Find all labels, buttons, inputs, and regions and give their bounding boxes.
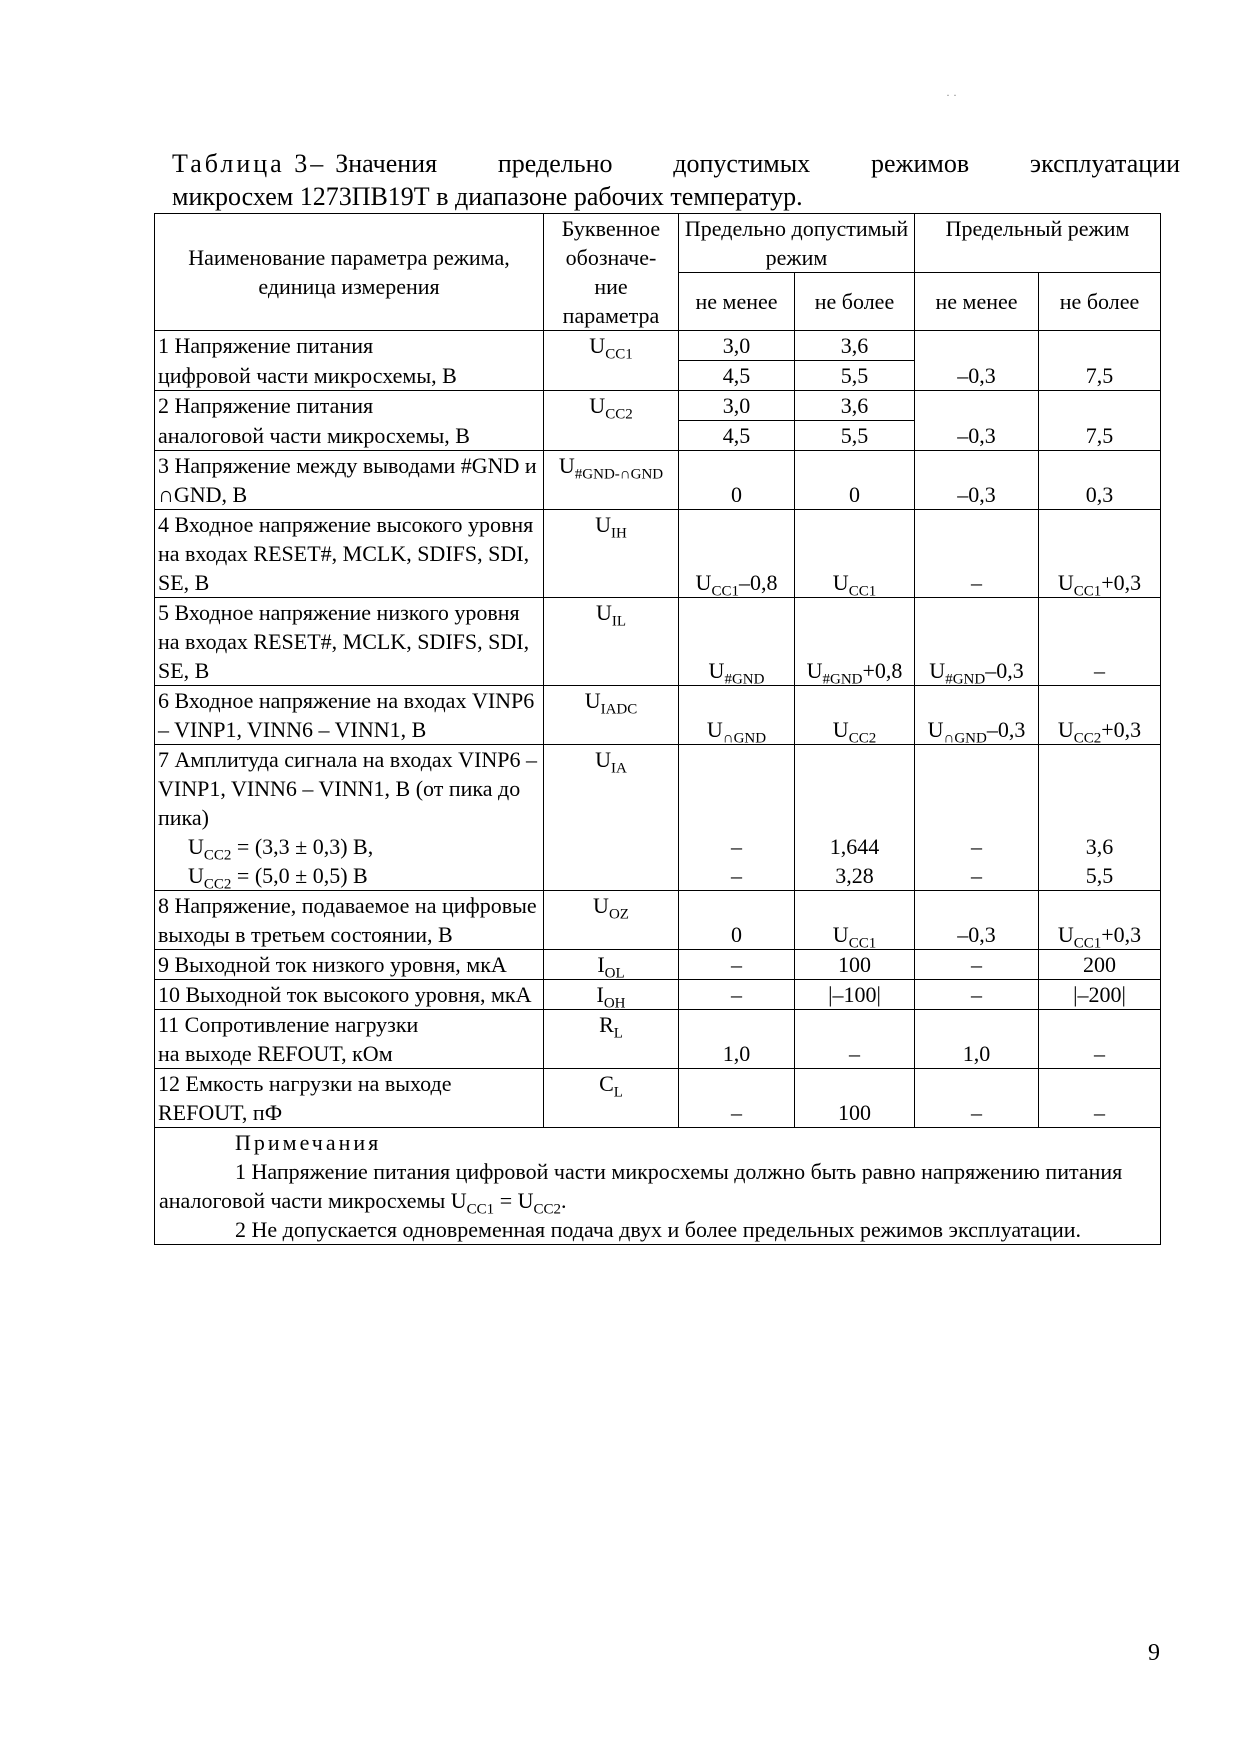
limit-min: –0,3: [915, 391, 1039, 451]
allowed-min: $U_{CC1}-0,8$: [679, 510, 795, 598]
caption-label: Таблица 3: [172, 149, 311, 178]
allowed-min: 4,5: [679, 421, 795, 451]
param-symbol: $U_{CC2}$: [544, 391, 679, 451]
limit-min: 1,0: [915, 1010, 1039, 1069]
param-symbol: $I_{OH}$: [544, 980, 679, 1010]
notes-row: [155, 1128, 1161, 1245]
param-name: [155, 745, 544, 891]
param-name: 6 Входное напряжение на входах VINP6 – VINP1, VINN6 – VINN1, В: [155, 686, 544, 745]
header-limit-mode: Предельный режим: [915, 214, 1161, 273]
header-allowed-min: не менее: [679, 273, 795, 331]
allowed-max: 100: [795, 1069, 915, 1128]
limit-min: –: [915, 980, 1039, 1010]
header-limit-min: не менее: [915, 273, 1039, 331]
limit-min: –: [915, 950, 1039, 980]
param-symbol: $U_{IA}$: [544, 745, 679, 891]
table-row: [155, 1010, 1161, 1069]
limit-max: 0,3: [1039, 451, 1161, 510]
condition-2: $U_{CC2} = (5,0 \pm 0,5)$ В: [188, 863, 368, 893]
param-symbol: $I_{OL}$: [544, 950, 679, 980]
table-row: [155, 331, 1161, 361]
param-name: 2 Напряжение питания: [155, 391, 544, 421]
limit-min: – –: [915, 745, 1039, 891]
limit-max: –: [1039, 598, 1161, 686]
allowed-min: 1,0: [679, 1010, 795, 1069]
table-caption: [172, 147, 1180, 213]
note-1: 1 Напряжение питания цифровой части микросхемы должно быть равно напряжению питания аналоговой части микросхемы $U_{CC1} = U_{CC2}$.: [159, 1159, 1123, 1218]
limit-max: 7,5: [1039, 391, 1161, 451]
allowed-max: 3,6: [795, 391, 915, 421]
caption-line-1: [172, 147, 1180, 180]
table-row: [155, 1069, 1161, 1128]
param-symbol: $U_{IL}$: [544, 598, 679, 686]
param-symbol: $C_L$: [544, 1069, 679, 1128]
limit-max: –: [1039, 1069, 1161, 1128]
param-name: 8 Напряжение, подаваемое на цифровые выходы в третьем состоянии, В: [155, 891, 544, 950]
caption-dash: –: [310, 149, 324, 178]
limit-max: |–200|: [1039, 980, 1161, 1010]
limit-max: $U_{CC1}+0,3$: [1039, 891, 1161, 950]
header-allowed-max: не более: [795, 273, 915, 331]
notes-title: Примечания: [235, 1130, 382, 1155]
allowed-min: –: [679, 980, 795, 1010]
limit-max: –: [1039, 1010, 1161, 1069]
param-name: 4 Входное напряжение высокого уровня на входах RESET#, MCLK, SDIFS, SDI, SE, В: [155, 510, 544, 598]
limit-min: $U_{\#GND}-0,3$: [915, 598, 1039, 686]
allowed-max: $U_{CC1}$: [795, 510, 915, 598]
note-2: 2 Не допускается одновременная подача двух и более предельных режимов эксплуатации.: [235, 1217, 1081, 1242]
allowed-max: $U_{\#GND}+0,8$: [795, 598, 915, 686]
allowed-min: –: [679, 950, 795, 980]
param-name: 12 Емкость нагрузки на выходе REFOUT, пФ: [155, 1069, 544, 1128]
table-row: [155, 510, 1161, 598]
param-symbol: $U_{IADC}$: [544, 686, 679, 745]
allowed-min: 0: [679, 891, 795, 950]
allowed-max: 0: [795, 451, 915, 510]
limit-min: $U_{\cap GND}-0,3$: [915, 686, 1039, 745]
param-symbol: $U_{OZ}$: [544, 891, 679, 950]
header-allowed-mode: Предельно допустимый режим: [679, 214, 915, 273]
allowed-max: 1,644 3,28: [795, 745, 915, 891]
page-number: 9: [1148, 1640, 1160, 1666]
param-name: 10 Выходной ток высокого уровня, мкА: [155, 980, 544, 1010]
param-name-text: 7 Амплитуда сигнала на входах VINP6 – VINP1, VINN6 – VINN1, В (от пика до пика): [158, 747, 538, 830]
table-row: [155, 391, 1161, 421]
allowed-max: 5,5: [795, 361, 915, 391]
allowed-max: 100: [795, 950, 915, 980]
allowed-max: –: [795, 1010, 915, 1069]
param-name: 3 Напряжение между выводами #GND и ∩GND, В: [155, 451, 544, 510]
allowed-max: $U_{CC2}$: [795, 686, 915, 745]
header-row-1: [155, 214, 1161, 273]
allowed-min: 4,5: [679, 361, 795, 391]
table-row: [155, 891, 1161, 950]
limit-max: $U_{CC1}+0,3$: [1039, 510, 1161, 598]
notes-block: [155, 1128, 1161, 1245]
allowed-min: –: [679, 1069, 795, 1128]
param-name: 5 Входное напряжение низкого уровня на входах RESET#, MCLK, SDIFS, SDI, SE, В: [155, 598, 544, 686]
allowed-max: |–100|: [795, 980, 915, 1010]
table-row: [155, 980, 1161, 1010]
allowed-min: – –: [679, 745, 795, 891]
caption-text-1: Значения предельно допустимых режимов эксплуатации: [335, 149, 1180, 178]
allowed-max: 5,5: [795, 421, 915, 451]
table-row: [155, 686, 1161, 745]
param-name: 1 Напряжение питания: [155, 331, 544, 361]
limit-max: 3,6 5,5: [1039, 745, 1161, 891]
caption-line-2: микросхем 1273ПВ19Т в диапазоне рабочих температур.: [172, 182, 803, 211]
table-row: [155, 745, 1161, 891]
limit-max: 7,5: [1039, 331, 1161, 391]
table-row: [155, 598, 1161, 686]
allowed-min: $U_{\cap GND}$: [679, 686, 795, 745]
param-name: 9 Выходной ток низкого уровня, мкА: [155, 950, 544, 980]
param-symbol: $R_L$: [544, 1010, 679, 1069]
header-symbol: Буквенное обозначе- ние параметра: [544, 214, 679, 331]
limits-table: [154, 213, 1161, 1245]
allowed-min: 0: [679, 451, 795, 510]
param-symbol: $U_{IH}$: [544, 510, 679, 598]
limit-max: $U_{CC2}+0,3$: [1039, 686, 1161, 745]
table-row: [155, 950, 1161, 980]
allowed-min: $U_{\#GND}$: [679, 598, 795, 686]
limit-min: –0,3: [915, 891, 1039, 950]
param-symbol: $U_{CC1}$: [544, 331, 679, 391]
header-param: Наименование параметра режима, единица измерения: [155, 214, 544, 331]
allowed-min: 3,0: [679, 391, 795, 421]
param-name-cont: цифровой части микросхемы, В: [155, 361, 544, 391]
limit-min: –: [915, 1069, 1039, 1128]
allowed-min: 3,0: [679, 331, 795, 361]
param-name: 11 Сопротивление нагрузки на выходе REFOUT, кОм: [155, 1010, 544, 1069]
scan-marks: · ·: [946, 88, 957, 102]
limit-max: 200: [1039, 950, 1161, 980]
limit-min: –0,3: [915, 331, 1039, 391]
limit-min: –0,3: [915, 451, 1039, 510]
param-name-cont: аналоговой части микросхемы, В: [155, 421, 544, 451]
param-symbol: $U_{\#GND-\cap GND}$: [544, 451, 679, 510]
allowed-max: $U_{CC1}$: [795, 891, 915, 950]
header-limit-max: не более: [1039, 273, 1161, 331]
allowed-max: 3,6: [795, 331, 915, 361]
limit-min: –: [915, 510, 1039, 598]
condition-1: $U_{CC2} = (3,3 \pm 0,3)$ В,: [188, 834, 374, 864]
table-row: [155, 451, 1161, 510]
